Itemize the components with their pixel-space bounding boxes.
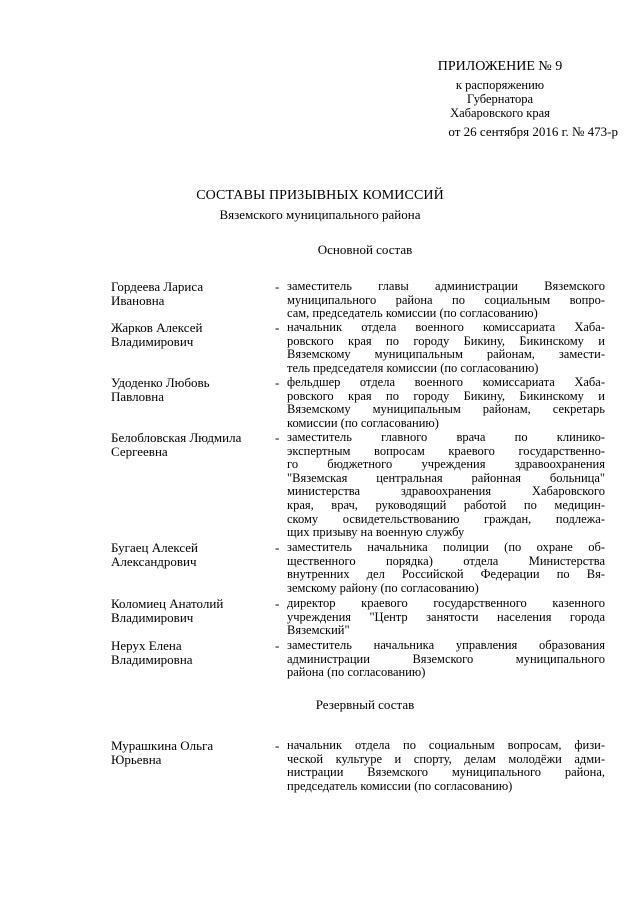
member-role-line: председатель комиссии (по согласованию)	[287, 778, 513, 793]
member-role	[287, 280, 605, 321]
member-role-line: района (по согласованию)	[287, 665, 426, 680]
member-role-line: скому освидетельствованию граждан, подлежа-	[287, 511, 605, 526]
member-role	[287, 376, 605, 430]
appendix-title: ПРИЛОЖЕНИЕ № 9	[437, 59, 563, 74]
member-role-line: учреждения "Центр занятости населения города	[287, 609, 605, 624]
member-role-line: экспертным вопросам краевого государственно-	[287, 443, 605, 458]
member-dash: -	[275, 375, 280, 390]
member-role-line: комиссии (по согласованию)	[287, 415, 439, 430]
member-dash: -	[275, 540, 280, 555]
member-role-line: сам, председатель комиссии (по согласованию)	[287, 306, 538, 321]
member-role-line: го бюджетного учреждения здравоохранения	[287, 457, 605, 472]
member-dash: -	[275, 596, 280, 611]
member-name	[111, 376, 281, 403]
member-dash: -	[275, 320, 280, 335]
member-role-line: щих призыву на военную службу	[287, 525, 465, 540]
member-role-line: ческой культуре и спорту, делам молодёжи адми-	[287, 751, 605, 766]
member-role-line: щественного порядка) отдела Министерства	[287, 553, 605, 568]
member-role	[287, 321, 605, 375]
member-name-line: Владимирович	[111, 333, 194, 349]
member-name	[111, 597, 281, 624]
member-role-line: министерства здравоохранения Хабаровского	[287, 484, 605, 499]
appendix-line-1: к распоряжению	[455, 78, 545, 92]
member-name-line: Павловна	[111, 388, 164, 404]
member-name-line: Ивановна	[111, 292, 165, 308]
member-role-line: края, врач, руководящий работой по медицин-	[287, 497, 605, 512]
member-dash: -	[275, 279, 280, 294]
member-role-line: земскому району (по согласованию)	[287, 580, 479, 595]
member-name-line: Александрович	[111, 553, 197, 569]
member-role-line: директор краевого государственного казенного	[287, 596, 605, 610]
member-name-line: Жарков Алексей	[111, 320, 203, 335]
appendix-line-3: Хабаровского края	[450, 106, 550, 120]
member-name-line: Сергеевна	[111, 443, 168, 459]
member-name-line: Гордеева Лариса	[111, 279, 204, 294]
member-name	[111, 541, 281, 568]
member-role-line: нистрации Вяземского муниципального района,	[287, 765, 605, 780]
member-role	[287, 541, 605, 595]
member-name-line: Нерух Елена	[111, 638, 182, 653]
member-name	[111, 639, 281, 666]
member-dash: -	[275, 430, 280, 445]
member-dash: -	[275, 738, 280, 753]
member-role-line: начальник отдела военного комиссариата Хаба-	[287, 320, 605, 334]
member-name-line: Юрьевна	[111, 751, 162, 767]
member-role	[287, 431, 605, 540]
member-role-line: ровского края по городу Бикину, Бикинскому и	[287, 388, 605, 403]
appendix-date: от 26 сентября 2016 г. № 473-р	[448, 124, 618, 139]
member-role	[287, 639, 605, 680]
appendix-line-2: Губернатора	[466, 92, 534, 106]
appendix-block	[380, 58, 620, 139]
member-name-line: Удоденко Любовь	[111, 375, 210, 390]
member-role-line: ровского края по городу Бикину, Бикинскому и	[287, 333, 605, 348]
document-title: СОСТАВЫ ПРИЗЫВНЫХ КОМИССИЙ	[196, 188, 444, 203]
reserve-section-heading: Резервный состав	[315, 697, 415, 712]
member-name	[111, 321, 281, 348]
member-role-line: заместитель начальника полиции (по охране об-	[287, 540, 605, 554]
member-name-line: Белобловская Людмила	[111, 430, 242, 445]
member-name-line: Коломиец Анатолий	[111, 596, 224, 611]
member-role-line: внутренних дел Российской Федерации по Вя-	[287, 567, 605, 582]
member-role-line: заместитель начальника управления образования	[287, 638, 605, 652]
member-name-line: Владимировна	[111, 651, 193, 667]
member-role-line: администрации Вяземского муниципального	[287, 651, 605, 666]
member-role	[287, 739, 605, 793]
member-role-line: Вяземскому муниципальным районам, замести-	[287, 347, 605, 362]
member-role-line: фельдшер отдела военного комиссариата Хаба-	[287, 375, 605, 389]
member-role-line: заместитель главы администрации Вяземского	[287, 279, 605, 293]
member-role-line: тель председателя комиссии (по согласованию)	[287, 360, 539, 375]
member-dash: -	[275, 638, 280, 653]
member-role-line: заместитель главного врача по клинико-	[287, 430, 605, 444]
member-role-line: муниципального района по социальным вопро-	[287, 292, 605, 307]
member-role-line: Вяземский"	[287, 623, 350, 638]
member-role-line: "Вяземская центральная районная больница"	[287, 470, 605, 485]
document-subtitle: Вяземского муниципального района	[219, 207, 421, 222]
member-name	[111, 431, 281, 458]
member-role-line: начальник отдела по социальным вопросам, физи-	[287, 738, 605, 752]
member-role-line: Вяземскому муниципальным районам, секретарь	[287, 402, 605, 417]
member-name	[111, 739, 281, 766]
member-name-line: Мурашкина Ольга	[111, 738, 214, 753]
member-name-line: Бугаец Алексей	[111, 540, 199, 555]
member-role	[287, 597, 605, 638]
member-name-line: Владимирович	[111, 609, 194, 625]
member-name	[111, 280, 281, 307]
main-section-heading: Основной состав	[317, 242, 413, 257]
